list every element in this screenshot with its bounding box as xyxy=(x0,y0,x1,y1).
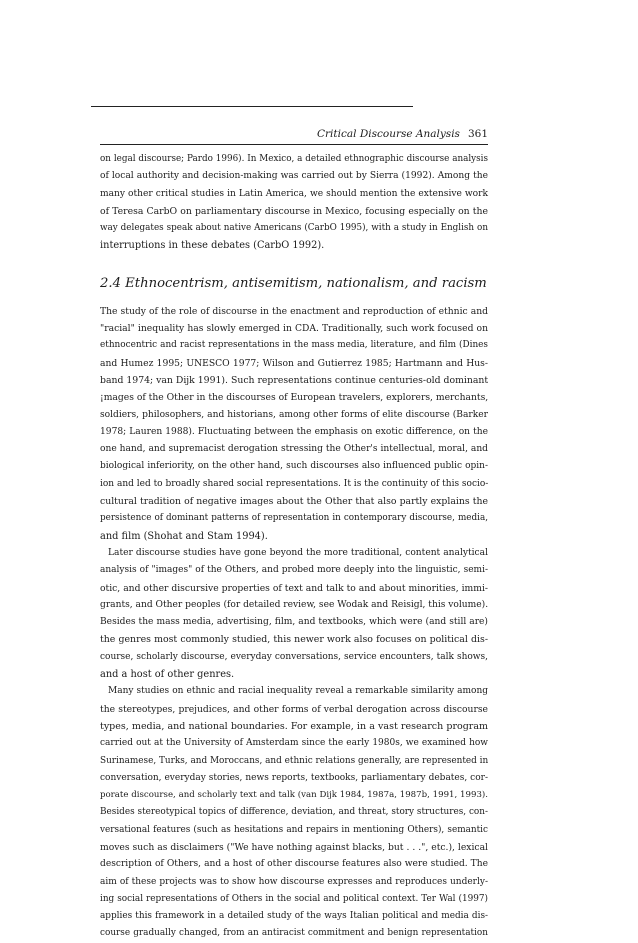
text-line: Many studies on ethnic and racial inequality reveal a remarkable similarity among xyxy=(108,686,488,697)
text-line: of Teresa CarbO on parliamentary discourse in Mexico, focusing especially on the xyxy=(100,205,488,217)
text-line: moves such as disclaimers ("We have nothing against blacks, but . . .", etc.), lexical xyxy=(100,841,488,853)
text-line: soldiers, philosophers, and historians, among other forms of elite discourse (Barker xyxy=(100,409,488,420)
text-line: ion and led to broadly shared social representations. It is the continuity of this socio- xyxy=(100,478,489,489)
paragraph-2 xyxy=(100,303,488,545)
text-line: conversation, everyday stories, news reports, textbooks, parliamentary debates, cor- xyxy=(100,772,488,783)
running-head xyxy=(100,128,488,140)
page-body xyxy=(100,151,488,943)
text-line: the genres most commonly studied, this newer work also focuses on political dis- xyxy=(100,634,488,646)
text-line: carried out at the University of Amsterdam since the early 1980s, we examined how xyxy=(100,738,488,749)
text-line: one hand, and supremacist derogation stressing the Other's intellectual, moral, and xyxy=(100,444,488,455)
running-head-title: Critical Discourse Analysis xyxy=(317,128,460,140)
text-line: way delegates speak about native Americans (CarbO 1995), with a study in English on xyxy=(100,223,488,234)
text-line: otic, and other discursive properties of text and talk to and about minorities, immi- xyxy=(100,582,488,594)
text-line: types, media, and national boundaries. For example, in a vast research program xyxy=(100,720,488,732)
text-line: aim of these projects was to show how discourse expresses and reproduces underly- xyxy=(100,876,488,887)
text-line: biological inferiority, on the other hand, such discourses also influenced public opin- xyxy=(100,461,488,472)
text-line: persistence of dominant patterns of representation in contemporary discourse, media, xyxy=(100,513,488,524)
top-rule xyxy=(91,106,413,107)
text-line: Besides the mass media, advertising, film, and textbooks, which were (and still are) xyxy=(100,617,488,628)
text-line: applies this framework in a detailed study of the ways Italian political and media dis- xyxy=(100,911,488,922)
text-line: band 1974; van Dijk 1991). Such representations continue centuries-old dominant xyxy=(100,374,489,386)
text-line: the stereotypes, prejudices, and other forms of verbal derogation across discourse xyxy=(100,703,488,715)
text-line: ing social representations of Others in the social and political context. Ter Wal (1997) xyxy=(100,893,488,904)
paragraph-3 xyxy=(100,545,488,683)
text-line: "racial" inequality has slowly emerged in CDA. Traditionally, such work focused on xyxy=(100,323,488,335)
text-line: ¡mages of the Other in the discourses of European travelers, explorers, merchants, xyxy=(100,392,489,404)
text-line: of local authority and decision-making was carried out by Sierra (1992). Among the xyxy=(100,171,488,182)
text-line: Later discourse studies have gone beyond the more traditional, content analytical xyxy=(108,547,488,558)
text-line: Besides stereotypical topics of difference, deviation, and threat, story structures, con- xyxy=(100,807,488,818)
text-line: description of Others, and a host of other discourse features also were studied. The xyxy=(100,859,488,870)
text-line: cultural tradition of negative images about the Other that also partly explains the xyxy=(100,496,488,508)
paragraph-4 xyxy=(100,683,488,942)
text-line: analysis of "images" of the Others, and probed more deeply into the linguistic, semi- xyxy=(100,565,488,576)
text-line: Surinamese, Turks, and Moroccans, and ethnic relations generally, are represented in xyxy=(100,755,489,766)
text-line: and a host of other genres. xyxy=(100,669,235,681)
text-line: ethnocentric and racist representations in the mass media, literature, and film (Dines xyxy=(100,340,488,351)
text-line: 1978; Lauren 1988). Fluctuating between the emphasis on exotic difference, on the xyxy=(100,426,488,437)
text-line: on legal discourse; Pardo 1996). In Mexico, a detailed ethnographic discourse analysis xyxy=(100,154,488,164)
paragraph-1 xyxy=(100,151,488,255)
page-number: 361 xyxy=(467,128,488,140)
text-line: and film (Shohat and Stam 1994). xyxy=(100,530,268,542)
header-rule xyxy=(100,144,488,145)
text-line: grants, and Other peoples (for detailed review, see Wodak and Reisigl, this volume). xyxy=(100,599,489,610)
text-line: interruptions in these debates (CarbO 1992). xyxy=(100,240,325,252)
text-line: many other critical studies in Latin America, we should mention the extensive work xyxy=(100,188,488,199)
text-line: course, scholarly discourse, everyday conversations, service encounters, talk shows, xyxy=(100,651,488,662)
text-line: and Humez 1995; UNESCO 1977; Wilson and Gutierrez 1985; Hartmann and Hus- xyxy=(100,357,488,369)
text-line: The study of the role of discourse in the enactment and reproduction of ethnic and xyxy=(100,305,488,317)
text-line: course gradually changed, from an antiracist commitment and benign representation xyxy=(100,928,488,939)
text-line: porate discourse, and scholarly text and talk (van Dijk 1984, 1987a, 1987b, 1991, 1993). xyxy=(100,790,488,801)
section-heading: 2.4 Ethnocentrism, antisemitism, nationalism, and racism xyxy=(100,275,487,291)
text-line: versational features (such as hesitations and repairs in mentioning Others), semantic xyxy=(100,824,488,835)
